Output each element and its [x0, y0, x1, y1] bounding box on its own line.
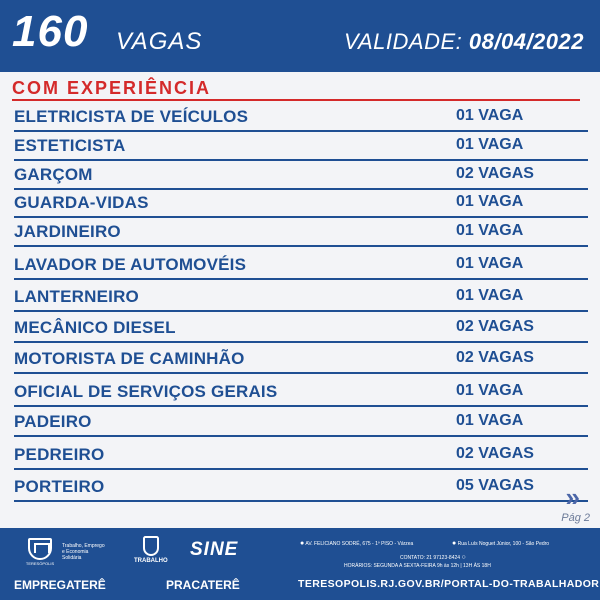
job-vacancies: 01 VAGA — [456, 222, 524, 239]
sine-logo — [190, 540, 238, 559]
location-pin-icon: ● — [452, 540, 457, 547]
row-divider — [14, 435, 588, 437]
job-title: PEDREIRO — [14, 445, 105, 464]
job-title: PADEIRO — [14, 412, 92, 431]
opening-hours — [344, 562, 491, 570]
job-title: MOTORISTA DE CAMINHÃO — [14, 349, 245, 368]
job-title: OFICIAL DE SERVIÇOS GERAIS — [14, 382, 278, 401]
job-title: PORTEIRO — [14, 477, 105, 496]
job-row — [0, 343, 600, 374]
job-row — [0, 376, 600, 407]
header-banner — [0, 0, 600, 72]
contact-phone-text: CONTATO: 21 97123-8424 — [400, 555, 461, 561]
job-title: GARÇOM — [14, 165, 93, 184]
section-title: COM EXPERIÊNCIA — [12, 78, 212, 98]
job-row — [0, 406, 600, 437]
validity-label: VALIDADE: — [344, 29, 463, 54]
job-title: ESTETICISTA — [14, 136, 126, 155]
job-vacancies: 01 VAGA — [456, 136, 524, 153]
crest-group — [22, 538, 58, 566]
job-title: ELETRICISTA DE VEÍCULOS — [14, 107, 249, 126]
job-row — [0, 216, 600, 247]
empregatere-logo — [14, 578, 106, 592]
validity-date: 08/04/2022 — [468, 29, 584, 54]
job-vacancies: 02 VAGAS — [456, 445, 534, 462]
job-vacancies: 02 VAGAS — [456, 318, 534, 335]
address-main — [300, 540, 413, 548]
address-secondary-text: Rua Luís Noguet Júnior, 100 - São Pedro — [457, 541, 550, 547]
department-line: Trabalho, Emprego — [62, 543, 105, 549]
coat-of-arms-icon — [143, 536, 159, 556]
row-divider — [14, 468, 588, 470]
job-vacancies: 05 VAGAS — [456, 477, 534, 494]
job-row — [0, 439, 600, 470]
job-title: LANTERNEIRO — [14, 287, 139, 306]
contact-phone — [400, 554, 466, 562]
page-label: Pág 2 — [561, 512, 590, 524]
empregatere-label: EMPREGATERÊ — [14, 578, 106, 592]
double-chevron-right-icon[interactable]: » — [565, 482, 580, 512]
address-main-text: AV. FELICIANO SODRÉ, 675 - 1º PISO - Várzea — [305, 541, 414, 547]
job-title: MECÂNICO DIESEL — [14, 318, 176, 337]
trabalho-label: TRABALHO — [134, 558, 168, 564]
job-vacancies: 01 VAGA — [456, 255, 524, 272]
job-row — [0, 249, 600, 280]
whatsapp-icon: ○ — [461, 554, 466, 561]
job-row — [0, 101, 600, 132]
job-vacancies: 01 VAGA — [456, 107, 524, 124]
row-divider — [14, 278, 588, 280]
vacancy-count: 160 — [12, 7, 89, 56]
validity — [344, 29, 584, 55]
pracatere-label: PRACATERÊ — [166, 578, 240, 592]
job-title: JARDINEIRO — [14, 222, 121, 241]
crest-icon — [28, 538, 52, 560]
location-pin-icon: ● — [300, 540, 305, 547]
vacancy-label: VAGAS — [116, 28, 203, 55]
department-line: e Economia — [62, 549, 89, 555]
department-name — [62, 543, 105, 561]
sine-label: SINE — [190, 539, 239, 560]
row-divider — [14, 245, 588, 247]
pracatere-logo — [166, 578, 240, 592]
job-title: GUARDA-VIDAS — [14, 193, 149, 212]
opening-hours-text: HORÁRIOS: SEGUNDA A SEXTA-FEIRA 9h às 12h | 13H ÀS 18H — [344, 563, 491, 569]
logo-caption: TERESÓPOLIS — [25, 561, 55, 566]
row-divider — [14, 500, 588, 502]
department-line: Solidária — [62, 555, 82, 561]
job-row — [0, 312, 600, 343]
job-vacancies: 01 VAGA — [456, 382, 524, 399]
job-row — [0, 159, 600, 190]
job-row — [0, 187, 600, 218]
job-row — [0, 130, 600, 161]
job-row — [0, 281, 600, 312]
row-divider — [14, 372, 588, 374]
job-vacancies: 02 VAGAS — [456, 349, 534, 366]
job-vacancies: 01 VAGA — [456, 287, 524, 304]
job-vacancies: 02 VAGAS — [456, 165, 534, 182]
job-vacancies: 01 VAGA — [456, 193, 524, 210]
job-title: LAVADOR DE AUTOMOVÉIS — [14, 255, 247, 274]
job-vacancies: 01 VAGA — [456, 412, 524, 429]
portal-link[interactable]: TERESOPOLIS.RJ.GOV.BR/PORTAL-DO-TRABALHADOR — [298, 578, 600, 590]
trabalho-logo — [134, 536, 168, 564]
footer — [0, 528, 600, 600]
job-row — [0, 471, 600, 502]
teresopolis-logo — [22, 538, 105, 566]
address-secondary — [452, 540, 549, 548]
